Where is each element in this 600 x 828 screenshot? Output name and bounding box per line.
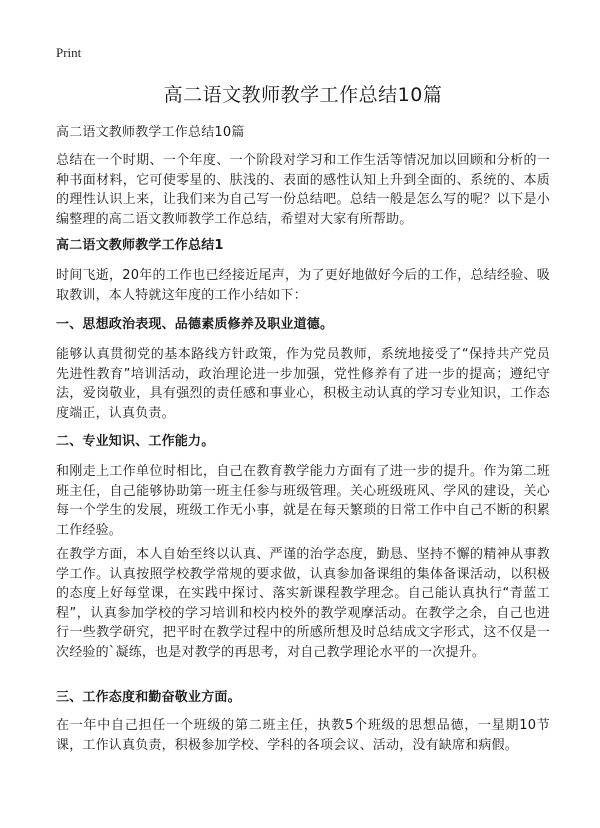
opening-paragraph: 时间飞逝，20年的工作也已经接近尾声，为了更好地做好今后的工作，总结经验、吸取教训，本人特就这年度的工作小结如下： <box>56 268 550 303</box>
intro-paragraph: 总结在一个时期、一个年度、一个阶段对学习和工作生活等情况加以回顾和分析的一种书面材料，它可使零星的、肤浅的、表面的感性认知上升到全面的、系统的、本质的理性认识上来，让我们来为自己写一份总结吧。总结一般是怎么写的呢？以下是小编整理的高二语文教师教学工作总结，希望对大家有所帮助。 <box>56 153 550 227</box>
paragraph-professional-2: 在教学方面，本人自始至终以认真、严谨的治学态度，勤恳、坚持不懈的精神从事教学工作。认真按照学校教学常规的要求做，认真参加备课组的集体备课活动，以积极的态度上好每堂课，在实践中探讨、落实新课程教学理念。自己能认真执行“青蓝工程”，认真参加学校的学习培训和校内校外的教学观摩活动。在教学之余，自己也进行一些教学研究，把平时在教学过程中的所感所想及时总结成文字形式，这不仅是一次经验的`凝练，也是对教学的再思考，对自己教学理论水平的一次提升。 <box>56 547 550 660</box>
heading-attitude: 三、工作态度和勤奋敬业方面。 <box>56 690 241 705</box>
document-title: 高二语文教师教学工作总结10篇 <box>163 84 443 106</box>
heading-politics: 一、思想政治表现、品德素质修养及职业道德。 <box>56 317 334 332</box>
paragraph-politics: 能够认真贯彻党的基本路线方针政策，作为党员教师，系统地接受了“保持共产党员先进性教育”培训活动，政治理论进一步加强，党性修养有了进一步的提高；遵纪守法，爱岗敬业，具有强烈的责任感和事业心，积极主动认真的学习专业知识，工作态度端正，认真负责。 <box>56 347 550 421</box>
paragraph-professional-1: 和刚走上工作单位时相比，自己在教育教学能力方面有了进一步的提升。作为第二班班主任，自己能够协助第一班主任参与班级管理。关心班级班风、学风的建设，关心每一个学生的发展，班级工作无小事，就是在每天繁琐的日常工作中自己不断的积累工作经验。 <box>56 464 550 538</box>
document-subtitle: 高二语文教师教学工作总结10篇 <box>56 125 245 140</box>
heading-professional: 二、专业知识、工作能力。 <box>56 434 215 449</box>
paragraph-attitude: 在一年中自己担任一个班级的第二班主任，执教5个班级的思想品德，一星期10节课，工作认真负责，积极参加学校、学科的各项会议、活动，没有缺席和病假。 <box>56 718 550 753</box>
section-title: 高二语文教师教学工作总结1 <box>56 238 224 253</box>
print-link[interactable]: Print <box>56 45 82 60</box>
